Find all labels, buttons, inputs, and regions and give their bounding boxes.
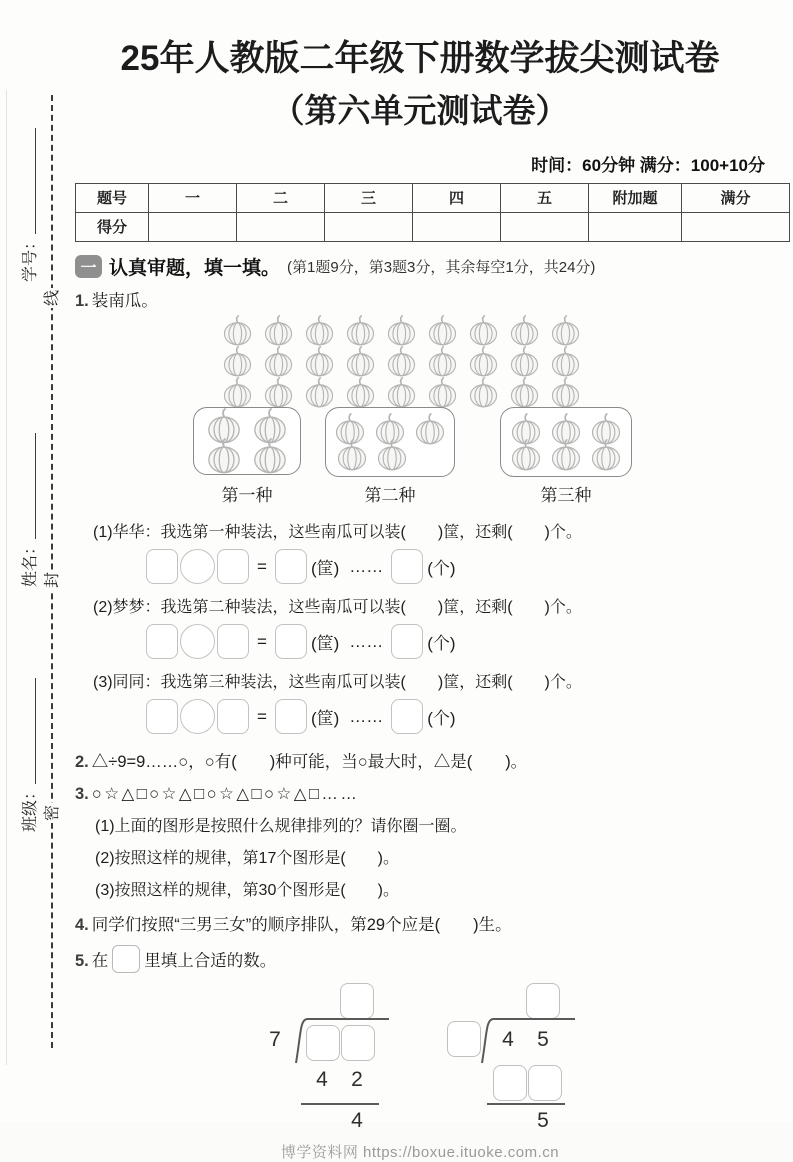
- dividend-box[interactable]: [306, 1025, 340, 1061]
- section-1-note: (第1题9分，第3题3分，其余每空1分，共24分): [287, 258, 596, 276]
- pumpkin-icon: [466, 315, 501, 346]
- answer-box[interactable]: [275, 549, 307, 584]
- question-3-number: 3.: [75, 784, 89, 803]
- score-cell-empty[interactable]: [237, 212, 325, 241]
- student-class-blank[interactable]: [20, 678, 36, 784]
- dividend-box[interactable]: [341, 1025, 375, 1061]
- pumpkin-icon: [261, 346, 296, 377]
- pumpkin-icon: [220, 315, 255, 346]
- basket-row: [505, 439, 627, 471]
- operator-circle[interactable]: [180, 624, 215, 659]
- student-name-label: 姓名：: [21, 539, 39, 588]
- pumpkin-icon: [548, 315, 583, 346]
- equals-sign: =: [257, 556, 267, 576]
- pumpkin-icon: [343, 346, 378, 377]
- q1-equation-row-1: [145, 548, 765, 586]
- question-4: [75, 911, 765, 935]
- score-row-label: 得分: [76, 212, 149, 241]
- question-2-text: △÷9=9……○，○有( )种可能，当○最大时，△是( )。: [91, 752, 528, 771]
- pumpkin-icon: [261, 315, 296, 346]
- unit-kuang: (筐): [310, 634, 340, 654]
- answer-box[interactable]: [146, 624, 178, 659]
- product-digit: 4: [316, 1067, 328, 1091]
- pumpkin-icon: [586, 439, 626, 471]
- question-5-text-before: 在: [91, 951, 109, 970]
- q1-sub-3: (3)同同：我选第三种装法，这些南瓜可以装( )筐，还剩( )个。: [93, 673, 582, 691]
- section-1-title: 认真审题，填一填。: [109, 257, 281, 279]
- question-4-number: 4.: [75, 915, 89, 934]
- answer-box[interactable]: [217, 549, 249, 584]
- product-box[interactable]: [493, 1065, 527, 1101]
- question-1-number: 1.: [75, 291, 89, 310]
- product-digit: 2: [351, 1067, 363, 1091]
- pumpkin-icon: [372, 439, 412, 471]
- pumpkin-icon: [425, 346, 460, 377]
- score-table-header-cell: 五: [501, 183, 589, 212]
- pumpkin-icon: [302, 346, 337, 377]
- pumpkin-icon: [548, 377, 583, 408]
- score-table-header-cell: 附加题: [589, 183, 682, 212]
- seal-char-feng: 封: [44, 572, 61, 589]
- score-table-header-cell: 二: [237, 183, 325, 212]
- pumpkin-icon: [220, 377, 255, 408]
- answer-box[interactable]: [275, 699, 307, 734]
- question-3-sub-3: (3)按照这样的规律，第30个图形是( )。: [95, 881, 400, 899]
- page-edge-line: [6, 90, 7, 1065]
- exam-meta: 时间：60分钟 满分：100+10分: [531, 155, 765, 175]
- basket-row: [330, 439, 450, 471]
- pumpkin-icon: [425, 315, 460, 346]
- long-division-right: [447, 983, 577, 1132]
- seal-char-mi: 密: [44, 805, 61, 822]
- basket-option-3: [500, 407, 632, 477]
- student-id-field: [16, 105, 40, 305]
- divisor-box[interactable]: [447, 1021, 481, 1057]
- score-cell-empty[interactable]: [149, 212, 237, 241]
- question-5-text-after: 里填上合适的数。: [144, 951, 277, 970]
- pumpkin-icon: [466, 377, 501, 408]
- seal-char-xian: 线: [44, 290, 61, 307]
- unit-ge: (个): [427, 634, 456, 654]
- pumpkin-icon: [302, 377, 337, 408]
- answer-box[interactable]: [391, 624, 423, 659]
- score-table-score-row: [76, 212, 790, 241]
- pumpkin-icon: [507, 346, 542, 377]
- basket-option-1: [193, 407, 301, 475]
- unit-kuang: (筐): [310, 709, 340, 729]
- answer-box[interactable]: [217, 699, 249, 734]
- operator-circle[interactable]: [180, 549, 215, 584]
- score-cell-empty[interactable]: [413, 212, 501, 241]
- pumpkin-icon: [506, 439, 546, 471]
- dividend-digit: 4: [502, 1027, 514, 1051]
- q5-inline-box[interactable]: [112, 945, 140, 973]
- question-4-text: 同学们按照“三男三女”的顺序排队，第29个应是( )生。: [91, 915, 512, 934]
- section-1-header: [75, 253, 765, 280]
- pumpkin-icon: [507, 315, 542, 346]
- pumpkin-row: [220, 377, 583, 408]
- pumpkin-icon: [261, 377, 296, 408]
- footer-link[interactable]: 博学资料网 https://boxue.ituoke.com.cn: [280, 1143, 560, 1161]
- quotient-box[interactable]: [340, 983, 374, 1019]
- pumpkin-icon: [546, 439, 586, 471]
- equals-sign: =: [257, 706, 267, 726]
- q1-sub-2: (2)梦梦：我选第二种装法，这些南瓜可以装( )筐，还剩( )个。: [93, 598, 582, 616]
- student-name-field: [16, 410, 40, 610]
- score-table-header-cell: 三: [325, 183, 413, 212]
- pumpkin-icon: [466, 346, 501, 377]
- unit-ge: (个): [427, 559, 456, 579]
- question-1-text: 装南瓜。: [91, 291, 158, 310]
- unit-ge: (个): [427, 709, 456, 729]
- pumpkin-icon: [548, 346, 583, 377]
- remainder-dots: ……: [349, 556, 384, 576]
- pumpkin-icon: [384, 346, 419, 377]
- answer-box[interactable]: [391, 549, 423, 584]
- answer-box[interactable]: [217, 624, 249, 659]
- remainder-value: 4: [351, 1108, 363, 1132]
- score-table-header-cell: 题号: [76, 183, 149, 212]
- remainder-value: 5: [537, 1108, 549, 1132]
- answer-box[interactable]: [146, 549, 178, 584]
- section-1-badge: 一: [75, 255, 102, 278]
- question-3-sequence: ○☆△□○☆△□○☆△□○☆△□……: [91, 784, 360, 803]
- score-table-header-cell: 四: [413, 183, 501, 212]
- long-division-left: [261, 983, 391, 1132]
- q1-equation-row-2: [145, 623, 765, 661]
- pumpkin-grid: [220, 315, 583, 408]
- remainder-dots: ……: [349, 706, 384, 726]
- student-id-blank[interactable]: [20, 128, 36, 234]
- q1-figure: [75, 315, 765, 511]
- score-cell-empty[interactable]: [501, 212, 589, 241]
- q1-sub-1: (1)华华：我选第一种装法，这些南瓜可以装( )筐，还剩( )个。: [93, 523, 582, 541]
- score-cell-empty[interactable]: [325, 212, 413, 241]
- pumpkin-icon: [247, 438, 293, 474]
- question-2-number: 2.: [75, 752, 89, 771]
- equals-sign: =: [257, 631, 267, 651]
- pumpkin-row: [220, 315, 583, 346]
- answer-box[interactable]: [275, 624, 307, 659]
- exam-content: [75, 30, 765, 1162]
- pumpkin-icon: [201, 438, 247, 474]
- score-table-header-cell: 满分: [682, 183, 790, 212]
- score-table: [75, 183, 790, 242]
- pumpkin-icon: [507, 377, 542, 408]
- dividend-digit: 5: [537, 1027, 549, 1051]
- q1-equation-row-3: [145, 698, 765, 736]
- pumpkin-icon: [384, 315, 419, 346]
- pumpkin-icon: [425, 377, 460, 408]
- product-box[interactable]: [528, 1065, 562, 1101]
- question-2: [75, 748, 765, 772]
- seal-sidebar: [0, 0, 75, 1122]
- student-class-field: [16, 655, 40, 855]
- remainder-dots: ……: [349, 631, 384, 651]
- score-cell-empty[interactable]: [682, 212, 790, 241]
- question-3-sub-2: (2)按照这样的规律，第17个图形是( )。: [95, 849, 400, 867]
- operator-circle[interactable]: [180, 699, 215, 734]
- question-5-number: 5.: [75, 951, 89, 970]
- basket-label: 第三种: [540, 485, 592, 505]
- basket-row: [198, 438, 296, 474]
- basket-option-2: [325, 407, 455, 477]
- pumpkin-icon: [302, 315, 337, 346]
- pumpkin-icon: [343, 315, 378, 346]
- pumpkin-icon: [343, 377, 378, 408]
- divisor-value: 7: [269, 1027, 281, 1051]
- q5-divisions: [261, 983, 765, 1132]
- question-3-sub-1: (1)上面的图形是按照什么规律排列的？请你圈一圈。: [95, 817, 467, 835]
- page-subtitle: （第六单元测试卷）: [271, 91, 569, 129]
- q1-subs: [75, 519, 765, 736]
- pumpkin-icon: [384, 377, 419, 408]
- pumpkin-icon: [220, 346, 255, 377]
- score-table-header-cell: 一: [149, 183, 237, 212]
- question-5: [75, 945, 765, 973]
- page-title: 25年人教版二年级下册数学拔尖测试卷: [120, 39, 720, 78]
- question-3: [75, 784, 765, 804]
- pumpkin-icon: [332, 439, 372, 471]
- student-class-label: 班级：: [21, 784, 39, 833]
- basket-label: 第二种: [364, 485, 416, 505]
- pumpkin-row: [220, 346, 583, 377]
- student-name-blank[interactable]: [20, 433, 36, 539]
- unit-kuang: (筐): [310, 559, 340, 579]
- answer-box[interactable]: [146, 699, 178, 734]
- student-id-label: 学号：: [21, 234, 39, 283]
- score-table-header-row: [76, 183, 790, 212]
- question-1: [75, 287, 765, 311]
- basket-label: 第一种: [221, 485, 273, 505]
- answer-box[interactable]: [391, 699, 423, 734]
- score-cell-empty[interactable]: [589, 212, 682, 241]
- quotient-box[interactable]: [526, 983, 560, 1019]
